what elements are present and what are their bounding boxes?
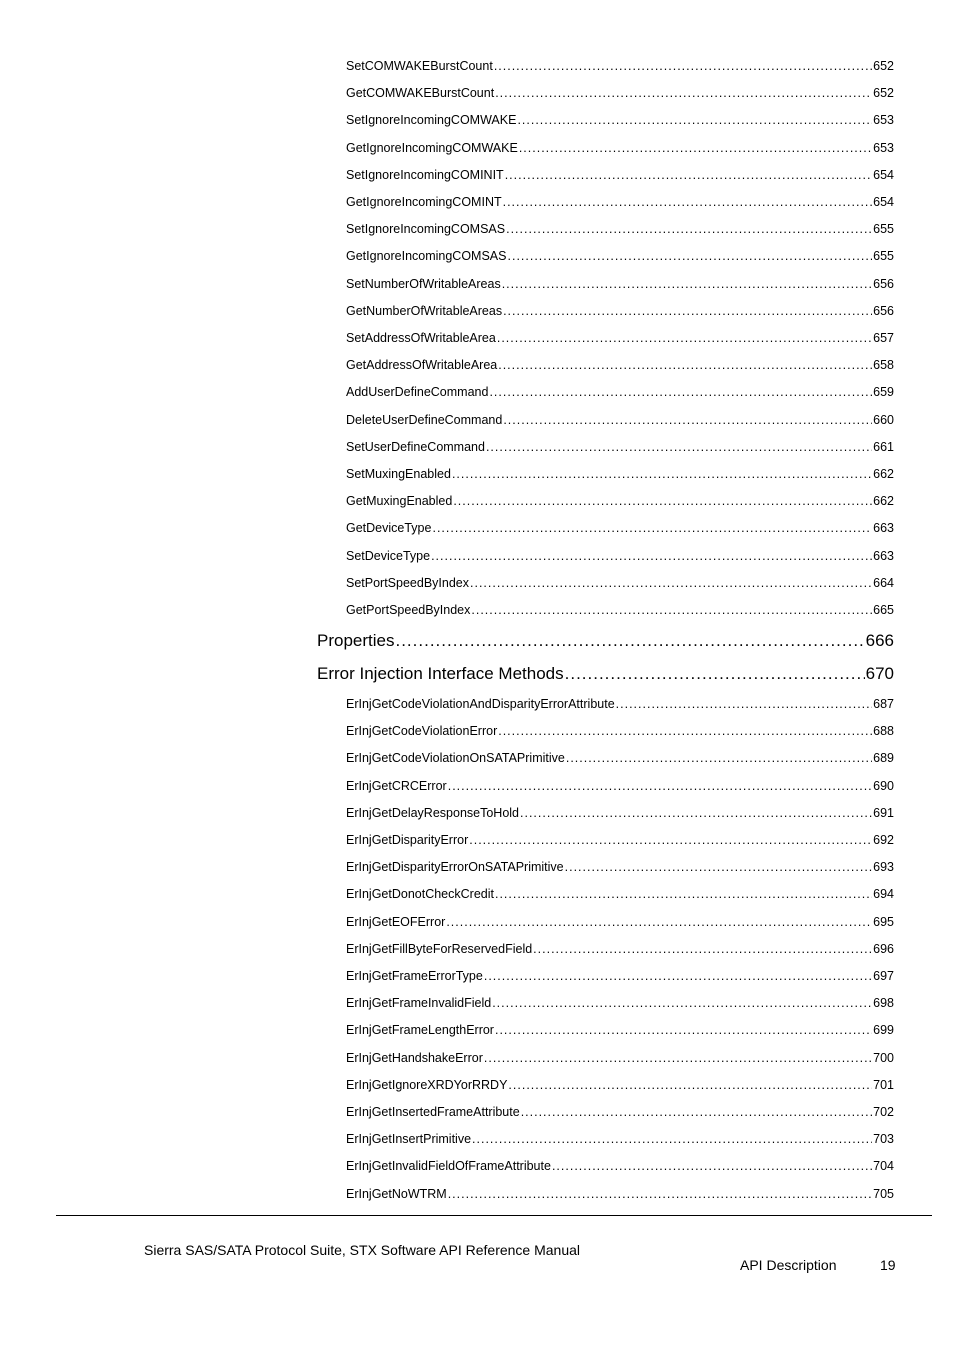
- toc-leader-dots: [498, 722, 872, 740]
- toc-entry[interactable]: [346, 275, 894, 293]
- toc-entry-title: ErInjGetFillByteForReservedField: [346, 941, 533, 956]
- toc-leader-dots: [506, 220, 872, 238]
- toc-entry-title: AddUserDefineCommand: [346, 385, 489, 400]
- toc-entry-page: 656: [873, 303, 894, 318]
- toc-entry-page: 697: [873, 969, 894, 983]
- toc-entry-page: 665: [873, 603, 894, 617]
- toc-entry-page: 688: [873, 724, 894, 739]
- toc-entry[interactable]: [346, 492, 894, 510]
- toc-entry-title: GetAddressOfWritableArea: [346, 358, 498, 373]
- toc-entry-page: 695: [873, 914, 894, 929]
- toc-entry[interactable]: [346, 1049, 894, 1067]
- toc-entry[interactable]: [346, 220, 894, 238]
- toc-entry[interactable]: [346, 913, 894, 931]
- toc-entry[interactable]: [346, 329, 894, 347]
- toc-heading[interactable]: [317, 629, 894, 653]
- toc-entry-page: 699: [873, 1023, 894, 1038]
- toc-leader-dots: [517, 111, 872, 129]
- toc-entry-title: GetIgnoreIncomingCOMWAKE: [346, 140, 518, 155]
- toc-leader-dots: [452, 465, 872, 483]
- toc-entry-title: ErInjGetCodeViolationError: [346, 724, 498, 739]
- toc-leader-dots: [484, 967, 872, 985]
- toc-entry-title: ErInjGetFrameLengthError: [346, 1023, 494, 1038]
- toc-entry[interactable]: [346, 858, 894, 876]
- toc-leader-dots: [565, 858, 873, 876]
- toc-heading[interactable]: [317, 662, 894, 686]
- toc-entry-page: 656: [873, 276, 894, 291]
- toc-entry-title: ErInjGetDisparityError: [346, 833, 469, 847]
- toc-leader-dots: [502, 275, 872, 293]
- toc-entry-page: 670: [865, 664, 894, 683]
- toc-entry[interactable]: [346, 247, 894, 265]
- toc-entry[interactable]: [346, 139, 894, 157]
- toc-leader-dots: [432, 519, 872, 537]
- toc-entry-page: 705: [873, 1186, 894, 1201]
- toc-entry-page: 692: [873, 833, 894, 847]
- toc-leader-dots: [508, 247, 873, 265]
- toc-entry-page: 659: [873, 385, 894, 400]
- toc-entry-title: GetDeviceType: [346, 521, 432, 536]
- toc-entry[interactable]: [346, 302, 894, 320]
- toc-entry-page: 666: [865, 631, 894, 650]
- toc-entry-title: ErInjGetFrameInvalidField: [346, 996, 492, 1011]
- toc-entry-title: GetIgnoreIncomingCOMINT: [346, 195, 502, 209]
- toc-entry[interactable]: [346, 1103, 894, 1121]
- toc-leader-dots: [448, 1185, 872, 1203]
- toc-leader-dots: [431, 547, 872, 565]
- toc-entry-title: ErInjGetCRCError: [346, 778, 447, 793]
- toc-entry-page: 703: [873, 1132, 894, 1147]
- footer-section-name: API Description: [740, 1257, 837, 1273]
- toc-entry[interactable]: [346, 166, 894, 184]
- toc-leader-dots: [469, 831, 872, 849]
- toc-leader-dots: [446, 913, 872, 931]
- toc-entry-page: 662: [873, 494, 894, 509]
- toc-entry[interactable]: [346, 1157, 894, 1175]
- toc-entry-page: 654: [873, 167, 894, 182]
- toc-leader-dots: [521, 1103, 872, 1121]
- toc-entry-title: SetMuxingEnabled: [346, 467, 451, 481]
- toc-leader-dots: [486, 438, 872, 456]
- toc-leader-dots: [448, 777, 872, 795]
- toc-entry-title: GetIgnoreIncomingCOMSAS: [346, 249, 507, 264]
- toc-entry[interactable]: [346, 1130, 894, 1148]
- toc-leader-dots: [505, 166, 872, 184]
- toc-entry-page: 702: [873, 1105, 894, 1119]
- toc-leader-dots: [497, 329, 872, 347]
- toc-entry-page: 704: [873, 1159, 894, 1174]
- toc-entry[interactable]: [346, 601, 894, 619]
- toc-entry[interactable]: [346, 940, 894, 958]
- toc-entry[interactable]: [346, 57, 894, 75]
- toc-entry-title: SetIgnoreIncomingCOMWAKE: [346, 113, 517, 128]
- toc-entry-page: 698: [873, 996, 894, 1011]
- toc-entry[interactable]: [346, 1076, 894, 1094]
- toc-entry[interactable]: [346, 722, 894, 740]
- toc-entry-page: 663: [873, 548, 894, 563]
- footer-page-number: 19: [880, 1257, 896, 1273]
- toc-entry-title: ErInjGetDonotCheckCredit: [346, 887, 494, 902]
- toc-leader-dots: [489, 383, 872, 401]
- toc-entry-title: Properties: [317, 631, 395, 650]
- toc-entry-title: SetIgnoreIncomingCOMSAS: [346, 222, 506, 237]
- toc-entry-page: 694: [873, 887, 894, 902]
- toc-entry[interactable]: [346, 1185, 894, 1203]
- toc-entry-page: 653: [873, 113, 894, 128]
- toc-entry[interactable]: [346, 465, 894, 483]
- toc-entry-title: ErInjGetCodeViolationOnSATAPrimitive: [346, 751, 565, 766]
- toc-leader-dots: [616, 695, 872, 713]
- toc-entry-page: 657: [873, 331, 894, 345]
- toc-entry-page: 662: [873, 467, 894, 481]
- toc-entry-title: GetMuxingEnabled: [346, 494, 453, 509]
- toc-entry-title: SetIgnoreIncomingCOMINIT: [346, 167, 504, 182]
- toc-leader-dots: [395, 629, 864, 653]
- toc-entry-title: SetDeviceType: [346, 548, 431, 563]
- toc-entry-page: 691: [873, 805, 894, 820]
- toc-leader-dots: [470, 574, 872, 592]
- toc-entry-page: 701: [873, 1077, 894, 1092]
- toc-entry[interactable]: [346, 885, 894, 903]
- toc-entry-page: 658: [873, 358, 894, 373]
- toc-entry-page: 654: [873, 195, 894, 209]
- toc-leader-dots: [565, 662, 865, 686]
- toc-entry-title: ErInjGetInsertPrimitive: [346, 1132, 472, 1147]
- toc-entry[interactable]: [346, 695, 894, 713]
- toc-leader-dots: [498, 356, 872, 374]
- toc-entry-title: SetCOMWAKEBurstCount: [346, 59, 493, 73]
- toc-entry[interactable]: [346, 383, 894, 401]
- toc-entry-title: ErInjGetInvalidFieldOfFrameAttribute: [346, 1159, 551, 1174]
- footer-document-title: Sierra SAS/SATA Protocol Suite, STX Software API Reference Manual: [144, 1242, 581, 1258]
- toc-leader-dots: [520, 804, 872, 822]
- toc-entry-page: 661: [873, 439, 894, 454]
- toc-leader-dots: [494, 57, 872, 75]
- toc-leader-dots: [471, 601, 872, 619]
- toc-entry[interactable]: [346, 356, 894, 374]
- toc-leader-dots: [472, 1130, 872, 1148]
- toc-leader-dots: [495, 1021, 872, 1039]
- toc-entry-title: ErInjGetIgnoreXRDYorRRDY: [346, 1077, 508, 1092]
- toc-entry-title: Error Injection Interface Methods: [317, 664, 564, 683]
- toc-leader-dots: [495, 84, 872, 102]
- toc-entry-page: 655: [873, 222, 894, 237]
- toc-entry[interactable]: [346, 438, 894, 456]
- toc-entry[interactable]: [346, 84, 894, 102]
- toc-entry-page: 689: [873, 751, 894, 766]
- toc-entry-page: 690: [873, 778, 894, 793]
- toc-entry-title: SetNumberOfWritableAreas: [346, 276, 501, 291]
- toc-entry-title: ErInjGetCodeViolationAndDisparityErrorAttribute: [346, 697, 615, 711]
- footer-divider: [56, 1215, 932, 1216]
- toc-entry-title: SetAddressOfWritableArea: [346, 331, 496, 345]
- toc-entry-page: 663: [873, 521, 894, 536]
- toc-leader-dots: [453, 492, 872, 510]
- toc-entry[interactable]: [346, 777, 894, 795]
- toc-entry-title: GetCOMWAKEBurstCount: [346, 86, 495, 101]
- toc-entry-page: 687: [873, 697, 894, 711]
- toc-leader-dots: [519, 139, 872, 157]
- toc-entry[interactable]: [346, 547, 894, 565]
- toc-entry-title: ErInjGetDelayResponseToHold: [346, 805, 520, 820]
- toc-leader-dots: [503, 302, 872, 320]
- toc-leader-dots: [552, 1157, 872, 1175]
- toc-entry-title: ErInjGetNoWTRM: [346, 1186, 447, 1201]
- toc-leader-dots: [503, 193, 873, 211]
- toc-leader-dots: [503, 411, 872, 429]
- toc-entry-title: ErInjGetFrameErrorType: [346, 969, 483, 983]
- toc-entry-page: 653: [873, 140, 894, 155]
- toc-entry-page: 652: [873, 86, 894, 101]
- toc-entry-title: SetPortSpeedByIndex: [346, 575, 469, 590]
- toc-entry-title: GetNumberOfWritableAreas: [346, 303, 503, 318]
- toc-entry-page: 655: [873, 249, 894, 264]
- toc-entry-title: ErInjGetEOFError: [346, 914, 446, 929]
- toc-entry-title: ErInjGetDisparityErrorOnSATAPrimitive: [346, 860, 564, 875]
- toc-entry-page: 700: [873, 1050, 894, 1065]
- toc-entry[interactable]: [346, 519, 894, 537]
- toc-entry-title: ErInjGetInsertedFrameAttribute: [346, 1105, 520, 1119]
- toc-leader-dots: [492, 994, 872, 1012]
- toc-leader-dots: [566, 749, 872, 767]
- toc-leader-dots: [484, 1049, 872, 1067]
- toc-entry-title: ErInjGetHandshakeError: [346, 1050, 483, 1065]
- toc-entry[interactable]: [346, 193, 894, 211]
- toc-entry-page: 696: [873, 941, 894, 956]
- toc-entry[interactable]: [346, 111, 894, 129]
- toc-leader-dots: [508, 1076, 872, 1094]
- toc-entry[interactable]: [346, 994, 894, 1012]
- toc-leader-dots: [533, 940, 872, 958]
- toc-entry[interactable]: [346, 804, 894, 822]
- toc-entry[interactable]: [346, 749, 894, 767]
- toc-entry-page: 664: [873, 575, 894, 590]
- toc-entry[interactable]: [346, 831, 894, 849]
- toc-entry-page: 652: [873, 59, 894, 73]
- toc-entry-title: GetPortSpeedByIndex: [346, 603, 471, 617]
- toc-entry[interactable]: [346, 967, 894, 985]
- toc-entry-title: SetUserDefineCommand: [346, 439, 485, 454]
- toc-entry-title: DeleteUserDefineCommand: [346, 412, 503, 427]
- toc-entry[interactable]: [346, 1021, 894, 1039]
- toc-entry[interactable]: [346, 574, 894, 592]
- toc-leader-dots: [495, 885, 872, 903]
- toc-entry-page: 660: [873, 412, 894, 427]
- toc-entry-page: 693: [873, 860, 894, 875]
- toc-entry[interactable]: [346, 411, 894, 429]
